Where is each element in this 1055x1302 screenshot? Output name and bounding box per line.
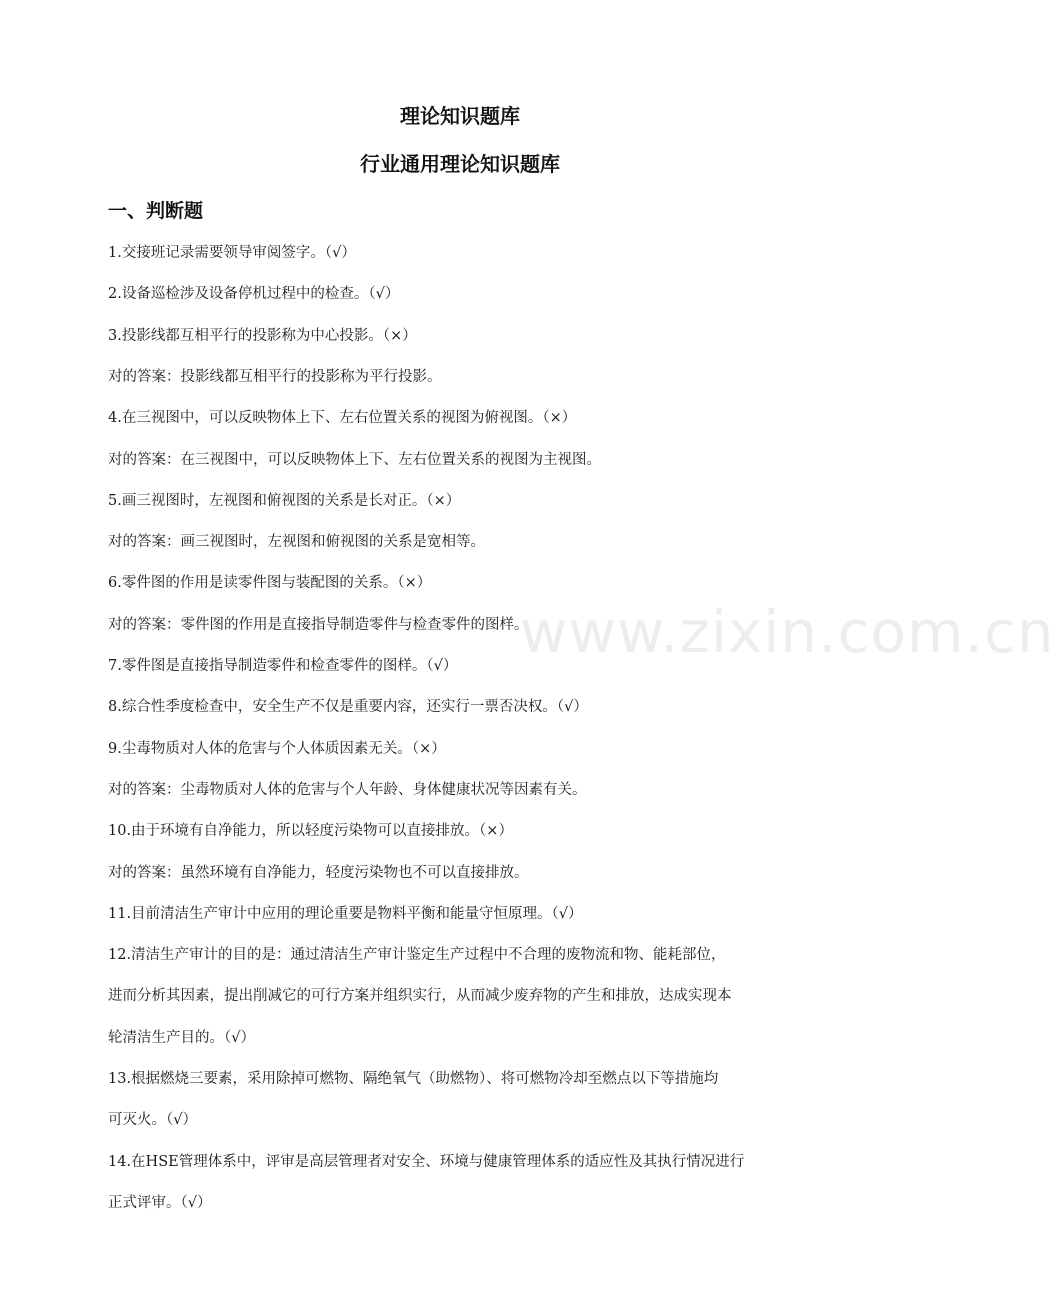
watermark: www.zixin.com.cn [520,598,1055,666]
question-line: 进而分析其因素，提出削减它的可行方案并组织实行，从而减少废弃物的产生和排放，达成实现本 [108,988,732,1004]
question-line: 10.由于环境有自净能力，所以轻度污染物可以直接排放。（×） [108,823,513,839]
question-line: 1.交接班记录需要领导审阅签字。（√） [108,245,356,261]
question-line: 6.零件图的作用是读零件图与装配图的关系。（×） [108,575,432,591]
question-line: 13.根据燃烧三要素，采用除掉可燃物、隔绝氧气（助燃物）、将可燃物冷却至燃点以下等措施均 [108,1071,719,1087]
question-line: 14.在HSE管理体系中，评审是高层管理者对安全、环境与健康管理体系的适应性及其执行情况进行 [108,1154,745,1170]
question-line: 2.设备巡检涉及设备停机过程中的检查。（√） [108,286,400,302]
question-line: 9.尘毒物质对人体的危害与个人体质因素无关。（×） [108,741,446,757]
question-line: 5.画三视图时，左视图和俯视图的关系是长对正。（×） [108,493,461,509]
question-line: 11.目前清洁生产审计中应用的理论重要是物料平衡和能量守恒原理。（√） [108,906,583,922]
question-line: 对的答案：尘毒物质对人体的危害与个人年龄、身体健康状况等因素有关。 [108,782,587,798]
question-line: 对的答案：虽然环境有自净能力，轻度污染物也不可以直接排放。 [108,865,529,881]
section-heading: 一、判断题 [108,200,204,222]
document-title: 理论知识题库 [400,104,520,128]
question-line: 7.零件图是直接指导制造零件和检查零件的图样。（√） [108,658,458,674]
question-line: 12.清洁生产审计的目的是：通过清洁生产审计鉴定生产过程中不合理的废物流和物、能耗部位， [108,947,726,963]
question-line: 轮清洁生产目的。（√） [108,1030,255,1046]
question-line: 对的答案：投影线都互相平行的投影称为平行投影。 [108,369,442,385]
document-subtitle: 行业通用理论知识题库 [360,152,560,176]
question-line: 对的答案：在三视图中，可以反映物体上下、左右位置关系的视图为主视图。 [108,452,601,468]
question-line: 可灭火。（√） [108,1112,197,1128]
question-line: 对的答案：画三视图时，左视图和俯视图的关系是宽相等。 [108,534,485,550]
question-line: 3.投影线都互相平行的投影称为中心投影。（×） [108,328,417,344]
question-line: 正式评审。（√） [108,1195,212,1211]
question-line: 对的答案：零件图的作用是直接指导制造零件与检查零件的图样。 [108,617,529,633]
question-line: 8.综合性季度检查中，安全生产不仅是重要内容，还实行一票否决权。（√） [108,699,588,715]
question-line: 4.在三视图中，可以反映物体上下、左右位置关系的视图为俯视图。（×） [108,410,577,426]
